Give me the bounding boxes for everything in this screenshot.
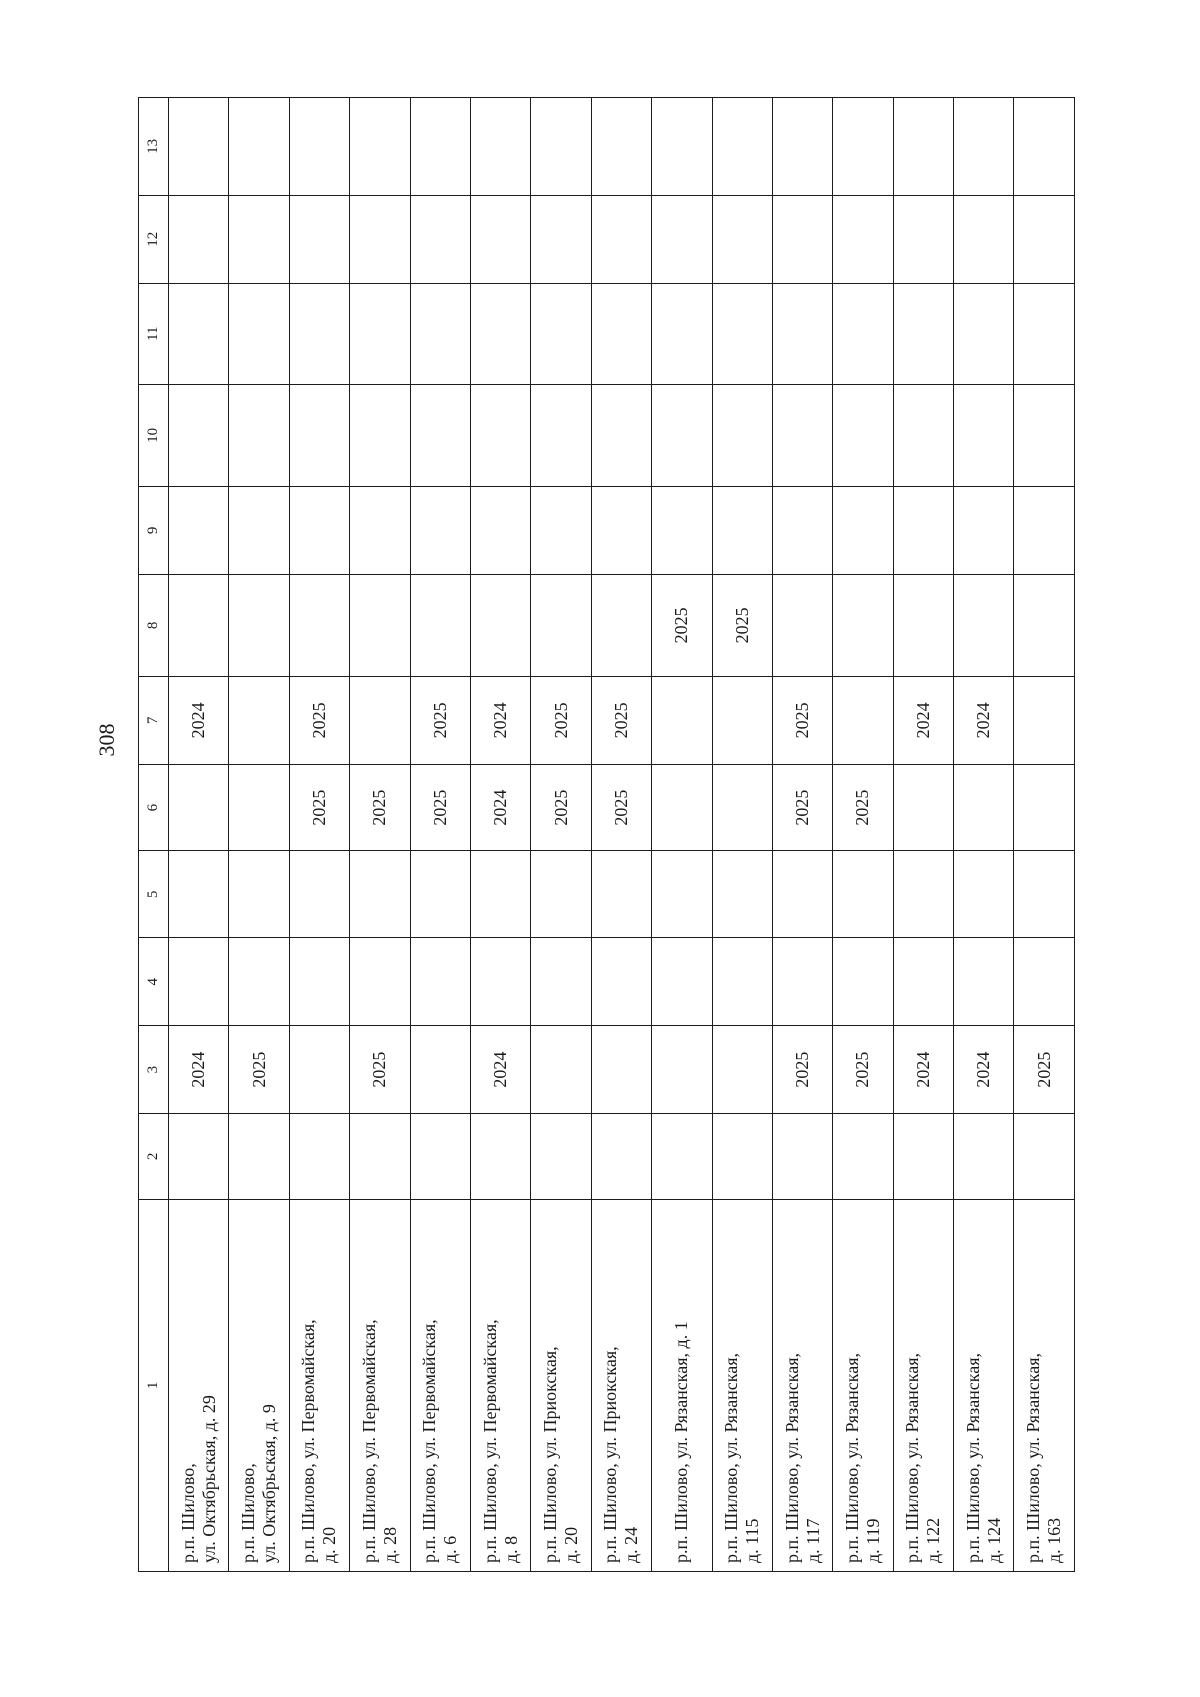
year-cell-col-10 xyxy=(652,384,712,486)
year-cell-col-8 xyxy=(893,574,953,676)
year-cell-col-13 xyxy=(169,98,229,196)
year-cell-col-13 xyxy=(229,98,289,196)
year-cell-col-2 xyxy=(652,1113,712,1199)
year-cell-col-2 xyxy=(470,1113,530,1199)
year-cell-col-6 xyxy=(954,764,1014,851)
year-cell-col-2 xyxy=(169,1113,229,1199)
address-line: д. 8 xyxy=(500,1535,521,1563)
year-cell-col-3 xyxy=(531,1026,591,1114)
year-cell-col-10 xyxy=(893,384,953,486)
year-cell-col-4 xyxy=(229,938,289,1026)
year-cell-col-4 xyxy=(893,938,953,1026)
address-cell xyxy=(652,1199,712,1571)
address-line: д. 28 xyxy=(379,1526,400,1563)
year-cell-col-3: 2024 xyxy=(470,1026,530,1114)
address-line: р.п. Шилово, ул. Рязанская, xyxy=(721,1352,742,1563)
column-header-2: 2 xyxy=(139,1113,169,1199)
address-cell xyxy=(893,1199,953,1571)
address-cell xyxy=(954,1199,1014,1571)
year-cell-col-12 xyxy=(350,195,410,283)
year-cell-col-9 xyxy=(229,486,289,574)
address-line: р.п. Шилово, ул. Первомайская, xyxy=(358,1319,379,1563)
column-header-10: 10 xyxy=(139,384,169,486)
header-row xyxy=(139,98,169,1572)
year-cell-col-5 xyxy=(229,851,289,938)
year-cell-col-12 xyxy=(229,195,289,283)
year-cell-col-5 xyxy=(712,851,772,938)
year-cell-col-10 xyxy=(169,384,229,486)
address-line: д. 24 xyxy=(621,1526,642,1563)
year-cell-col-13 xyxy=(712,98,772,196)
year-cell-col-4 xyxy=(289,938,349,1026)
year-cell-col-12 xyxy=(169,195,229,283)
address-line: р.п. Шилово, ул. Первомайская, xyxy=(479,1319,500,1563)
year-cell-col-3 xyxy=(712,1026,772,1114)
year-cell-col-2 xyxy=(531,1113,591,1199)
column-header-7: 7 xyxy=(139,676,169,764)
year-cell-col-11 xyxy=(652,283,712,384)
address-cell xyxy=(229,1199,289,1571)
year-cell-col-6 xyxy=(169,764,229,851)
year-cell-col-9 xyxy=(470,486,530,574)
year-cell-col-11 xyxy=(229,283,289,384)
column-header-11: 11 xyxy=(139,283,169,384)
table-row xyxy=(833,98,893,1572)
year-cell-col-4 xyxy=(591,938,651,1026)
year-cell-col-5 xyxy=(1014,851,1075,938)
year-cell-col-8 xyxy=(954,574,1014,676)
year-cell-col-5 xyxy=(350,851,410,938)
address-line: д. 20 xyxy=(319,1526,340,1563)
year-cell-col-4 xyxy=(652,938,712,1026)
year-cell-col-5 xyxy=(772,851,832,938)
address-line: р.п. Шилово, ул. Рязанская, xyxy=(1023,1352,1044,1563)
year-cell-col-4 xyxy=(772,938,832,1026)
year-cell-col-11 xyxy=(169,283,229,384)
address-line: р.п. Шилово, ул. Приокская, xyxy=(600,1346,621,1563)
year-cell-col-10 xyxy=(591,384,651,486)
year-cell-col-13 xyxy=(350,98,410,196)
year-cell-col-13 xyxy=(893,98,953,196)
year-cell-col-10 xyxy=(1014,384,1075,486)
year-cell-col-4 xyxy=(410,938,470,1026)
year-cell-col-8 xyxy=(229,574,289,676)
address-cell xyxy=(350,1199,410,1571)
address-cell xyxy=(833,1199,893,1571)
year-cell-col-5 xyxy=(652,851,712,938)
address-cell xyxy=(470,1199,530,1571)
table-row xyxy=(169,98,229,1572)
year-cell-col-12 xyxy=(712,195,772,283)
table-row xyxy=(954,98,1014,1572)
year-cell-col-7: 2025 xyxy=(531,676,591,764)
year-cell-col-3 xyxy=(652,1026,712,1114)
year-cell-col-8 xyxy=(410,574,470,676)
year-cell-col-6 xyxy=(1014,764,1075,851)
address-line: д. 20 xyxy=(561,1526,582,1563)
year-cell-col-5 xyxy=(289,851,349,938)
year-cell-col-5 xyxy=(169,851,229,938)
year-cell-col-5 xyxy=(954,851,1014,938)
year-cell-col-11 xyxy=(531,283,591,384)
address-line: р.п. Шилово, ул. Рязанская, xyxy=(902,1352,923,1563)
year-cell-col-7: 2025 xyxy=(591,676,651,764)
address-line: р.п. Шилово, ул. Приокская, xyxy=(540,1346,561,1563)
year-cell-col-7 xyxy=(229,676,289,764)
address-cell xyxy=(591,1199,651,1571)
address-cell xyxy=(1014,1199,1075,1571)
year-cell-col-2 xyxy=(954,1113,1014,1199)
table-row xyxy=(289,98,349,1572)
year-cell-col-11 xyxy=(712,283,772,384)
year-cell-col-2 xyxy=(410,1113,470,1199)
year-cell-col-10 xyxy=(531,384,591,486)
year-cell-col-13 xyxy=(1014,98,1075,196)
address-line: р.п. Шилово, ул. Рязанская, xyxy=(962,1352,983,1563)
year-cell-col-10 xyxy=(229,384,289,486)
address-line: ул. Октябрьская, д. 9 xyxy=(259,1404,280,1563)
year-cell-col-6: 2025 xyxy=(772,764,832,851)
year-cell-col-6: 2025 xyxy=(350,764,410,851)
year-cell-col-11 xyxy=(954,283,1014,384)
year-cell-col-13 xyxy=(772,98,832,196)
year-cell-col-7 xyxy=(1014,676,1075,764)
column-header-4: 4 xyxy=(139,938,169,1026)
year-cell-col-5 xyxy=(470,851,530,938)
year-cell-col-9 xyxy=(772,486,832,574)
year-cell-col-13 xyxy=(591,98,651,196)
year-cell-col-9 xyxy=(954,486,1014,574)
address-cell xyxy=(531,1199,591,1571)
year-cell-col-7: 2025 xyxy=(289,676,349,764)
year-cell-col-6: 2025 xyxy=(289,764,349,851)
year-cell-col-8 xyxy=(350,574,410,676)
year-cell-col-12 xyxy=(772,195,832,283)
table-row xyxy=(470,98,530,1572)
column-header-8: 8 xyxy=(139,574,169,676)
year-cell-col-2 xyxy=(350,1113,410,1199)
year-cell-col-7: 2024 xyxy=(954,676,1014,764)
address-line: д. 119 xyxy=(862,1518,883,1563)
year-cell-col-4 xyxy=(954,938,1014,1026)
year-cell-col-11 xyxy=(893,283,953,384)
year-cell-col-9 xyxy=(531,486,591,574)
year-cell-col-12 xyxy=(833,195,893,283)
year-cell-col-12 xyxy=(652,195,712,283)
year-cell-col-4 xyxy=(470,938,530,1026)
year-cell-col-11 xyxy=(591,283,651,384)
year-cell-col-9 xyxy=(833,486,893,574)
address-cell xyxy=(289,1199,349,1571)
year-cell-col-11 xyxy=(470,283,530,384)
year-cell-col-11 xyxy=(289,283,349,384)
year-cell-col-13 xyxy=(954,98,1014,196)
year-cell-col-7: 2024 xyxy=(893,676,953,764)
table-row xyxy=(531,98,591,1572)
year-cell-col-12 xyxy=(954,195,1014,283)
address-line: р.п. Шилово, xyxy=(177,1463,198,1563)
year-cell-col-12 xyxy=(410,195,470,283)
year-cell-col-7: 2024 xyxy=(470,676,530,764)
table-row xyxy=(229,98,289,1572)
address-line: д. 163 xyxy=(1044,1517,1065,1563)
year-cell-col-6: 2025 xyxy=(591,764,651,851)
year-cell-col-8 xyxy=(833,574,893,676)
year-cell-col-11 xyxy=(833,283,893,384)
year-cell-col-5 xyxy=(531,851,591,938)
address-line: р.п. Шилово, ул. Рязанская, д. 1 xyxy=(671,1321,692,1563)
year-cell-col-7: 2025 xyxy=(410,676,470,764)
address-cell xyxy=(772,1199,832,1571)
address-line: ул. Октябрьская, д. 29 xyxy=(198,1395,219,1563)
year-cell-col-3 xyxy=(289,1026,349,1114)
table-row xyxy=(350,98,410,1572)
column-header-5: 5 xyxy=(139,851,169,938)
year-cell-col-10 xyxy=(410,384,470,486)
year-cell-col-12 xyxy=(531,195,591,283)
year-cell-col-4 xyxy=(1014,938,1075,1026)
year-cell-col-5 xyxy=(833,851,893,938)
table-row xyxy=(652,98,712,1572)
year-cell-col-3: 2025 xyxy=(772,1026,832,1114)
table-body xyxy=(169,98,1075,1572)
year-cell-col-12 xyxy=(470,195,530,283)
year-cell-col-4 xyxy=(350,938,410,1026)
address-line: р.п. Шилово, ул. Рязанская, xyxy=(781,1352,802,1563)
year-cell-col-12 xyxy=(289,195,349,283)
year-cell-col-5 xyxy=(410,851,470,938)
year-cell-col-2 xyxy=(591,1113,651,1199)
address-line: д. 122 xyxy=(923,1517,944,1563)
year-cell-col-3 xyxy=(410,1026,470,1114)
year-cell-col-4 xyxy=(531,938,591,1026)
column-header-13: 13 xyxy=(139,98,169,196)
year-cell-col-7 xyxy=(652,676,712,764)
year-cell-col-8 xyxy=(470,574,530,676)
year-cell-col-9 xyxy=(289,486,349,574)
year-cell-col-3: 2025 xyxy=(833,1026,893,1114)
address-line: д. 6 xyxy=(440,1535,461,1563)
year-cell-col-13 xyxy=(289,98,349,196)
year-cell-col-10 xyxy=(712,384,772,486)
address-cell xyxy=(712,1199,772,1571)
year-cell-col-8 xyxy=(531,574,591,676)
year-cell-col-8 xyxy=(289,574,349,676)
year-cell-col-7 xyxy=(712,676,772,764)
year-cell-col-8 xyxy=(169,574,229,676)
table-row xyxy=(772,98,832,1572)
year-cell-col-11 xyxy=(410,283,470,384)
address-cell xyxy=(169,1199,229,1571)
year-cell-col-9 xyxy=(591,486,651,574)
year-cell-col-10 xyxy=(772,384,832,486)
year-cell-col-12 xyxy=(1014,195,1075,283)
year-cell-col-4 xyxy=(833,938,893,1026)
year-cell-col-10 xyxy=(954,384,1014,486)
year-cell-col-13 xyxy=(410,98,470,196)
year-cell-col-6 xyxy=(712,764,772,851)
year-cell-col-2 xyxy=(712,1113,772,1199)
year-cell-col-3 xyxy=(591,1026,651,1114)
year-cell-col-8 xyxy=(591,574,651,676)
year-cell-col-11 xyxy=(1014,283,1075,384)
year-cell-col-6 xyxy=(893,764,953,851)
address-line: д. 115 xyxy=(742,1518,763,1563)
year-cell-col-4 xyxy=(712,938,772,1026)
year-cell-col-13 xyxy=(652,98,712,196)
year-cell-col-5 xyxy=(893,851,953,938)
year-cell-col-9 xyxy=(893,486,953,574)
year-cell-col-8 xyxy=(772,574,832,676)
year-cell-col-2 xyxy=(1014,1113,1075,1199)
address-line: р.п. Шилово, ул. Рязанская, xyxy=(841,1352,862,1563)
year-cell-col-4 xyxy=(169,938,229,1026)
column-header-1: 1 xyxy=(139,1199,169,1571)
table-row xyxy=(712,98,772,1572)
year-cell-col-13 xyxy=(531,98,591,196)
year-cell-col-13 xyxy=(470,98,530,196)
year-cell-col-3: 2024 xyxy=(893,1026,953,1114)
table-row xyxy=(893,98,953,1572)
year-cell-col-7: 2024 xyxy=(169,676,229,764)
year-cell-col-3: 2025 xyxy=(1014,1026,1075,1114)
year-cell-col-3: 2024 xyxy=(954,1026,1014,1114)
address-line: р.п. Шилово, ул. Первомайская, xyxy=(298,1319,319,1563)
year-cell-col-13 xyxy=(833,98,893,196)
address-cell xyxy=(410,1199,470,1571)
year-cell-col-8: 2025 xyxy=(712,574,772,676)
year-cell-col-6: 2025 xyxy=(531,764,591,851)
year-cell-col-2 xyxy=(289,1113,349,1199)
column-header-9: 9 xyxy=(139,486,169,574)
year-cell-col-2 xyxy=(893,1113,953,1199)
year-cell-col-9 xyxy=(169,486,229,574)
address-line: р.п. Шилово, xyxy=(238,1463,259,1563)
year-cell-col-12 xyxy=(893,195,953,283)
address-line: р.п. Шилово, ул. Первомайская, xyxy=(419,1319,440,1563)
year-cell-col-7: 2025 xyxy=(772,676,832,764)
year-cell-col-9 xyxy=(1014,486,1075,574)
year-cell-col-2 xyxy=(833,1113,893,1199)
rotated-table-wrapper xyxy=(138,97,1075,1572)
year-cell-col-10 xyxy=(289,384,349,486)
address-line: д. 124 xyxy=(983,1517,1004,1563)
year-cell-col-9 xyxy=(350,486,410,574)
year-cell-col-5 xyxy=(591,851,651,938)
year-cell-col-6: 2025 xyxy=(833,764,893,851)
year-cell-col-2 xyxy=(772,1113,832,1199)
column-header-6: 6 xyxy=(139,764,169,851)
year-cell-col-11 xyxy=(350,283,410,384)
year-cell-col-2 xyxy=(229,1113,289,1199)
year-cell-col-3: 2024 xyxy=(169,1026,229,1114)
year-cell-col-8: 2025 xyxy=(652,574,712,676)
year-cell-col-10 xyxy=(470,384,530,486)
table-row xyxy=(1014,98,1075,1572)
year-cell-col-11 xyxy=(772,283,832,384)
year-cell-col-12 xyxy=(591,195,651,283)
year-cell-col-3: 2025 xyxy=(350,1026,410,1114)
page-number: 308 xyxy=(94,723,119,757)
year-cell-col-7 xyxy=(833,676,893,764)
year-cell-col-6 xyxy=(229,764,289,851)
year-cell-col-6: 2024 xyxy=(470,764,530,851)
year-cell-col-3: 2025 xyxy=(229,1026,289,1114)
year-cell-col-10 xyxy=(350,384,410,486)
year-cell-col-6 xyxy=(652,764,712,851)
column-header-3: 3 xyxy=(139,1026,169,1114)
year-cell-col-8 xyxy=(1014,574,1075,676)
data-table xyxy=(138,97,1075,1572)
year-cell-col-10 xyxy=(833,384,893,486)
year-cell-col-7 xyxy=(350,676,410,764)
column-header-12: 12 xyxy=(139,195,169,283)
address-line: д. 117 xyxy=(802,1518,823,1563)
year-cell-col-9 xyxy=(652,486,712,574)
table-row xyxy=(410,98,470,1572)
year-cell-col-9 xyxy=(410,486,470,574)
table-row xyxy=(591,98,651,1572)
year-cell-col-9 xyxy=(712,486,772,574)
year-cell-col-6: 2025 xyxy=(410,764,470,851)
